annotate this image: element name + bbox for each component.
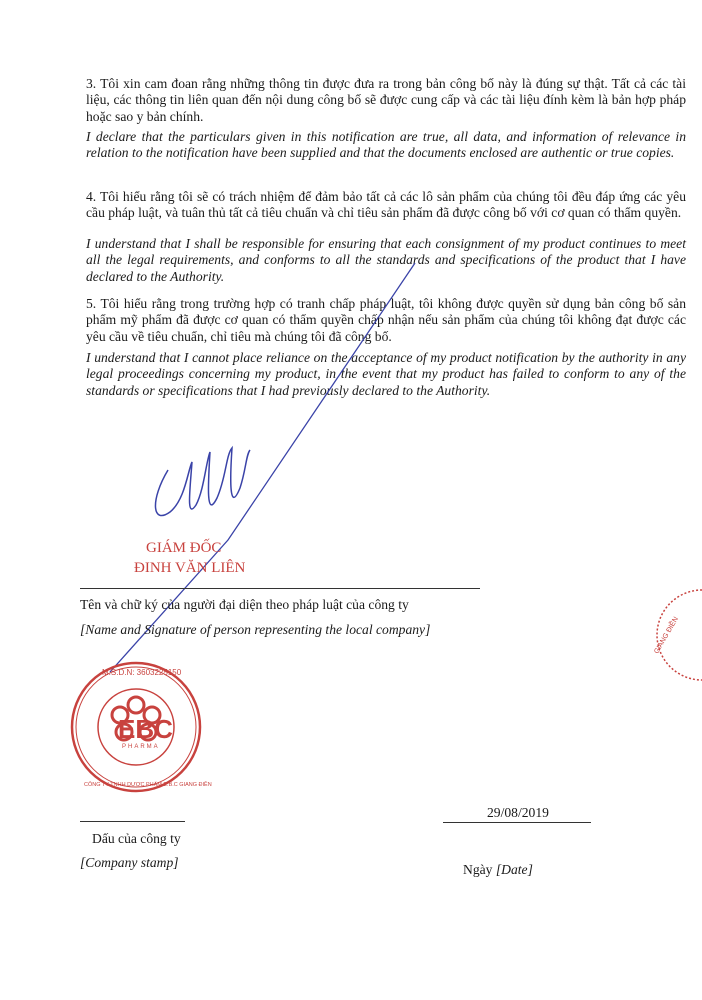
signature-line (80, 588, 480, 589)
stamp-label-vn: Dấu của công ty (92, 831, 181, 846)
date-label (463, 862, 533, 878)
signatory-name: ĐINH VĂN LIÊN (134, 560, 246, 576)
stamp-text-bottom: CÔNG TY TNHH DƯỢC PHẨM E.B.C GIANG ĐIỀN (84, 782, 212, 788)
stamp-text-top: M.S.D.N: 3603225150 (102, 668, 182, 677)
clause-3-vn: 3. Tôi xin cam đoan rằng những thông tin được đưa ra trong bản công bố này là đúng sự thật. Tất cả các tài liệu, các thông tin liên quan đến nội dung công bố sẽ được cung cấp và các tài liệu đính kèm là bản hợp pháp hoặc sao y bản chính. (86, 76, 686, 124)
clause-4-vn: 4. Tôi hiểu rằng tôi sẽ có trách nhiệm để đảm bảo tất cả các lô sản phẩm của chúng tôi đều đáp ứng các yêu cầu pháp luật, và tuân thủ tất cả tiêu chuẩn và chỉ tiêu sản phẩm đã được công bố với cơ quan có thẩm quyền. (86, 189, 686, 221)
stamp-logo-sub: PHARMA (122, 744, 160, 750)
clause-5-vn: 5. Tôi hiểu rằng trong trường hợp có tranh chấp pháp luật, tôi không được quyền sử dụng bản công bố sản phẩm mỹ phẩm đã được cơ quan có thẩm quyền chấp nhận nếu sản phẩm của chúng tôi không đạt được các yêu cầu về tiêu chuẩn, chỉ tiêu mà chúng tôi đã công bố. (86, 296, 686, 344)
stamp-label-en: [Company stamp] (80, 855, 179, 870)
edge-stamp-text: GIANG ĐIỀN (653, 615, 680, 656)
clause-5-en: I understand that I cannot place reliance on the acceptance of my product notification by the authority in any legal proceedings concerning my product, in the event that my product has failed to conform to any of the standards or specifications that I had previously declared to the Authority. (86, 350, 686, 398)
stamp-logo: EBC (118, 714, 173, 744)
signature-scribble (155, 448, 250, 516)
stamp-line (80, 821, 185, 822)
signature-label-vn: Tên và chữ ký của người đại diện theo pháp luật của công ty (80, 597, 409, 612)
signature-label-en: [Name and Signature of person representing the local company] (80, 622, 431, 637)
clause-3-en: I declare that the particulars given in this notification are true, all data, and information of relevance in relation to the notification have been supplied and that the documents enclosed are authentic or true copies. (86, 129, 686, 161)
signatory-title: GIÁM ĐỐC (146, 540, 222, 556)
date-line (443, 822, 591, 823)
clause-4-en: I understand that I shall be responsible for ensuring that each consignment of my product continues to meet all the legal requirements, and conforms to all the standards and specifications of the product that I have declared to the Authority. (86, 236, 686, 284)
date-label-en: [Date] (495, 862, 533, 877)
date-label-vn: Ngày (463, 862, 493, 877)
date-value: 29/08/2019 (487, 805, 549, 820)
